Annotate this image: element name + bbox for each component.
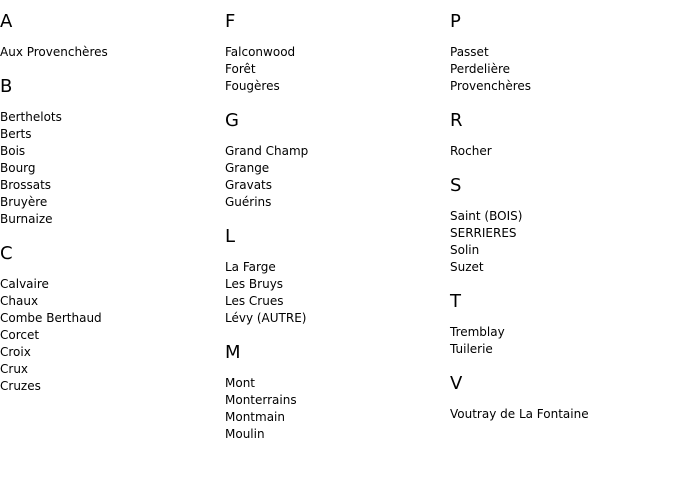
index-entry-link[interactable]: Grange bbox=[225, 161, 270, 175]
index-section bbox=[0, 75, 220, 228]
index-entry-link[interactable]: Les Crues bbox=[225, 294, 284, 308]
entry-list bbox=[225, 375, 445, 443]
entry-list bbox=[225, 143, 445, 211]
index-entry-link[interactable]: La Farge bbox=[225, 260, 276, 274]
index-entry-link[interactable]: Les Bruys bbox=[225, 277, 284, 291]
index-entry-link[interactable]: Tuilerie bbox=[450, 342, 493, 356]
index-entry-link[interactable]: Passet bbox=[450, 45, 489, 59]
entry-list bbox=[225, 259, 445, 327]
section-letter-heading: P bbox=[450, 11, 461, 32]
section-letter-heading: M bbox=[225, 342, 241, 363]
index-entry-link[interactable]: Suzet bbox=[450, 260, 484, 274]
index-entry-link[interactable]: Bourg bbox=[0, 161, 36, 175]
section-letter-heading: V bbox=[450, 373, 463, 394]
index-entry-link[interactable]: Berthelots bbox=[0, 110, 62, 124]
index-entry-link[interactable]: Grand Champ bbox=[225, 144, 309, 158]
entry-list bbox=[450, 143, 670, 160]
index-entry-link[interactable]: Corcet bbox=[0, 328, 40, 342]
index-entry-link[interactable]: Bois bbox=[0, 144, 26, 158]
section-letter-heading: S bbox=[450, 175, 462, 196]
index-entry-link[interactable]: Calvaire bbox=[0, 277, 49, 291]
index-entry-link[interactable]: Burnaize bbox=[0, 212, 53, 226]
index-entry-link[interactable]: Moulin bbox=[225, 427, 265, 441]
section-letter-heading: G bbox=[225, 110, 239, 131]
section-letter-heading: T bbox=[450, 291, 461, 312]
index-entry-link[interactable]: Mont bbox=[225, 376, 256, 390]
index-section bbox=[225, 225, 445, 327]
entry-list bbox=[0, 276, 220, 395]
entry-list bbox=[0, 44, 220, 61]
index-entry-link[interactable]: Saint (BOIS) bbox=[450, 209, 523, 223]
index-entry-link[interactable]: Perdelière bbox=[450, 62, 511, 76]
index-entry-link[interactable]: Combe Berthaud bbox=[0, 311, 102, 325]
index-column-1 bbox=[0, 10, 220, 409]
index-entry-link[interactable]: Cruzes bbox=[0, 379, 41, 393]
index-entry-link[interactable]: Fougères bbox=[225, 79, 280, 93]
index-section bbox=[225, 10, 445, 95]
index-section bbox=[450, 109, 670, 160]
index-section bbox=[0, 10, 220, 61]
section-letter-heading: A bbox=[0, 11, 13, 32]
index-entry-link[interactable]: SERRIERES bbox=[450, 226, 517, 240]
index-entry-link[interactable]: Chaux bbox=[0, 294, 39, 308]
index-entry-link[interactable]: Forêt bbox=[225, 62, 256, 76]
index-entry-link[interactable]: Solin bbox=[450, 243, 480, 257]
index-entry-link[interactable]: Bruyère bbox=[0, 195, 48, 209]
index-section bbox=[0, 242, 220, 395]
index-entry-link[interactable]: Tremblay bbox=[450, 325, 505, 339]
entry-list bbox=[450, 44, 670, 95]
index-entry-link[interactable]: Montmain bbox=[225, 410, 285, 424]
index-entry-link[interactable]: Crux bbox=[0, 362, 29, 376]
index-entry-link[interactable]: Brossats bbox=[0, 178, 52, 192]
index-entry-link[interactable]: Rocher bbox=[450, 144, 492, 158]
index-column-2 bbox=[225, 10, 445, 457]
index-entry-link[interactable]: Falconwood bbox=[225, 45, 296, 59]
section-letter-heading: R bbox=[450, 110, 463, 131]
index-section bbox=[450, 174, 670, 276]
index-section bbox=[225, 109, 445, 211]
entry-list bbox=[450, 406, 670, 423]
index-entry-link[interactable]: Voutray de La Fontaine bbox=[450, 407, 589, 421]
index-section bbox=[450, 290, 670, 358]
index-entry-link[interactable]: Guérins bbox=[225, 195, 272, 209]
index-entry-link[interactable]: Provenchères bbox=[450, 79, 532, 93]
index-entry-link[interactable]: Berts bbox=[0, 127, 32, 141]
index-section bbox=[450, 372, 670, 423]
section-letter-heading: F bbox=[225, 11, 236, 32]
index-column-3 bbox=[450, 10, 670, 437]
entry-list bbox=[0, 109, 220, 228]
section-letter-heading: L bbox=[225, 226, 236, 247]
index-entry-link[interactable]: Croix bbox=[0, 345, 31, 359]
entry-list bbox=[450, 324, 670, 358]
section-letter-heading: B bbox=[0, 76, 13, 97]
index-entry-link[interactable]: Monterrains bbox=[225, 393, 297, 407]
section-letter-heading: C bbox=[0, 243, 13, 264]
index-section bbox=[450, 10, 670, 95]
index-entry-link[interactable]: Aux Provenchères bbox=[0, 45, 108, 59]
entry-list bbox=[450, 208, 670, 276]
index-section bbox=[225, 341, 445, 443]
index-entry-link[interactable]: Gravats bbox=[225, 178, 272, 192]
entry-list bbox=[225, 44, 445, 95]
index-entry-link[interactable]: Lévy (AUTRE) bbox=[225, 311, 307, 325]
